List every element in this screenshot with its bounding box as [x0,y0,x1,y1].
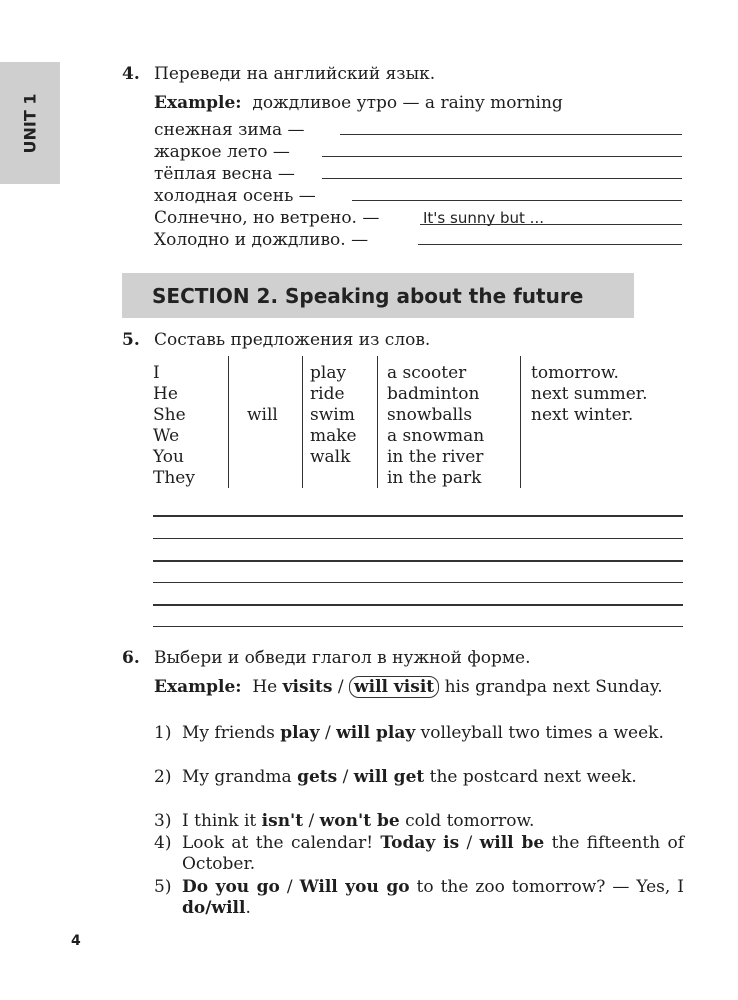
column-divider [377,356,378,488]
word: play [310,363,347,383]
ex4-answer-line[interactable] [420,224,682,225]
unit-tab-label: UNIT 1 [20,93,40,153]
ex4-example [154,93,563,113]
ex6-example-circled-option: will visit [349,676,439,698]
ex4-item: холодная осень — [154,186,316,206]
verb-option[interactable]: play [280,723,320,743]
ex4-answer-line[interactable] [418,244,682,245]
ex5-times-column [531,363,647,426]
item-number: 3) [154,811,172,831]
verb-option[interactable]: will play [336,723,416,743]
ex4-item: снежная зима — [154,120,305,140]
column-divider [520,356,521,488]
option-separator: / [459,833,480,853]
page-number: 4 [71,933,81,949]
ex6-number: 6. [122,648,140,668]
word: tomorrow. [531,363,619,383]
item-text: cold tomorrow. [399,811,535,831]
item-text: My grandma [182,767,298,787]
ex4-example-text: дождливое утро — a rainy morning [252,93,563,113]
writing-line[interactable] [153,604,683,606]
writing-line[interactable] [153,626,683,627]
word: You [153,447,184,467]
ex6-example-slash: / [337,677,344,697]
section-header [122,273,634,318]
ex6-item [154,811,684,832]
ex5-instruction: Составь предложения из слов. [154,330,431,350]
option-separator: / [279,877,300,897]
ex5-objects-column [387,363,484,489]
word: ride [310,384,345,404]
ex5-number: 5. [122,330,140,350]
verb-option[interactable]: Will you go [299,877,410,897]
word: snowballs [387,405,473,425]
ex4-answer-line[interactable] [322,178,682,179]
verb-option[interactable]: will get [353,767,425,787]
word: next winter. [531,405,634,425]
item-text: My friends [182,723,281,743]
ex6-item [154,833,684,875]
word: a snowman [387,426,485,446]
word: make [310,426,357,446]
ex6-instruction: Выбери и обведи глагол в нужной форме. [154,648,531,668]
ex4-instruction: Переведи на английский язык. [154,64,436,84]
ex6-item [154,877,684,919]
verb-option[interactable]: Today is [380,833,460,853]
word: in the park [387,468,482,488]
ex4-answer-line[interactable] [340,134,682,135]
word: a scooter [387,363,467,383]
option-separator: / [337,767,354,787]
item-number: 1) [154,723,172,743]
ex4-item: Холодно и дождливо. — [154,230,369,250]
item-text: to the zoo tomorrow? — Yes, I [409,877,684,897]
word: She [153,405,186,425]
ex4-item: Солнечно, но ветрено. — [154,208,380,228]
verb-option[interactable]: isn't [261,811,304,831]
word: in the river [387,447,484,467]
option-separator: / [319,723,337,743]
word: walk [310,447,351,467]
item-text: I think it [182,811,262,831]
ex4-handwritten-answer: It's sunny but ... [423,209,544,227]
item-number: 2) [154,767,172,787]
verb-option[interactable]: do/will [182,898,246,918]
word: He [153,384,178,404]
verb-option[interactable]: Do you go [182,877,280,897]
ex6-example-label: Example: [154,677,242,697]
ex6-example-text: his grandpa next Sunday. [444,677,663,697]
writing-line[interactable] [153,582,683,583]
verb-option[interactable]: won't be [319,811,400,831]
word: I [153,363,160,383]
item-text: volleyball two times a week. [415,723,664,743]
section-title: SECTION 2. Speaking about the future [152,283,584,308]
ex4-item: жаркое лето — [154,142,290,162]
ex4-answer-line[interactable] [322,156,682,157]
item-number: 5) [154,877,172,897]
word: badminton [387,384,480,404]
ex6-example [154,676,684,698]
word: swim [310,405,355,425]
ex5-modal: will [247,405,278,425]
item-number: 4) [154,833,172,853]
item-text: Look at the calendar! [182,833,381,853]
word: We [153,426,180,446]
ex4-number: 4. [122,64,140,84]
writing-line[interactable] [153,560,683,562]
ex6-item [154,767,684,788]
column-divider [302,356,303,488]
word: They [153,468,195,488]
verb-option[interactable]: gets [297,767,338,787]
ex6-item [154,723,684,744]
verb-option[interactable]: will be [479,833,545,853]
ex6-example-option: visits [282,677,333,697]
ex6-example-text: He [252,677,278,697]
item-text: the postcard next week. [424,767,637,787]
ex5-verbs-column [310,363,357,468]
unit-tab [0,62,60,184]
ex4-item: тёплая весна — [154,164,295,184]
writing-line[interactable] [153,538,683,539]
item-text: . [245,898,251,918]
ex4-example-label: Example: [154,93,242,113]
word: next summer. [531,384,648,404]
option-separator: / [303,811,320,831]
ex4-answer-line[interactable] [352,200,682,201]
item-text: the fifteenth of October. [182,833,684,874]
column-divider [228,356,229,488]
ex5-subjects-column [153,363,195,489]
writing-line[interactable] [153,515,683,517]
